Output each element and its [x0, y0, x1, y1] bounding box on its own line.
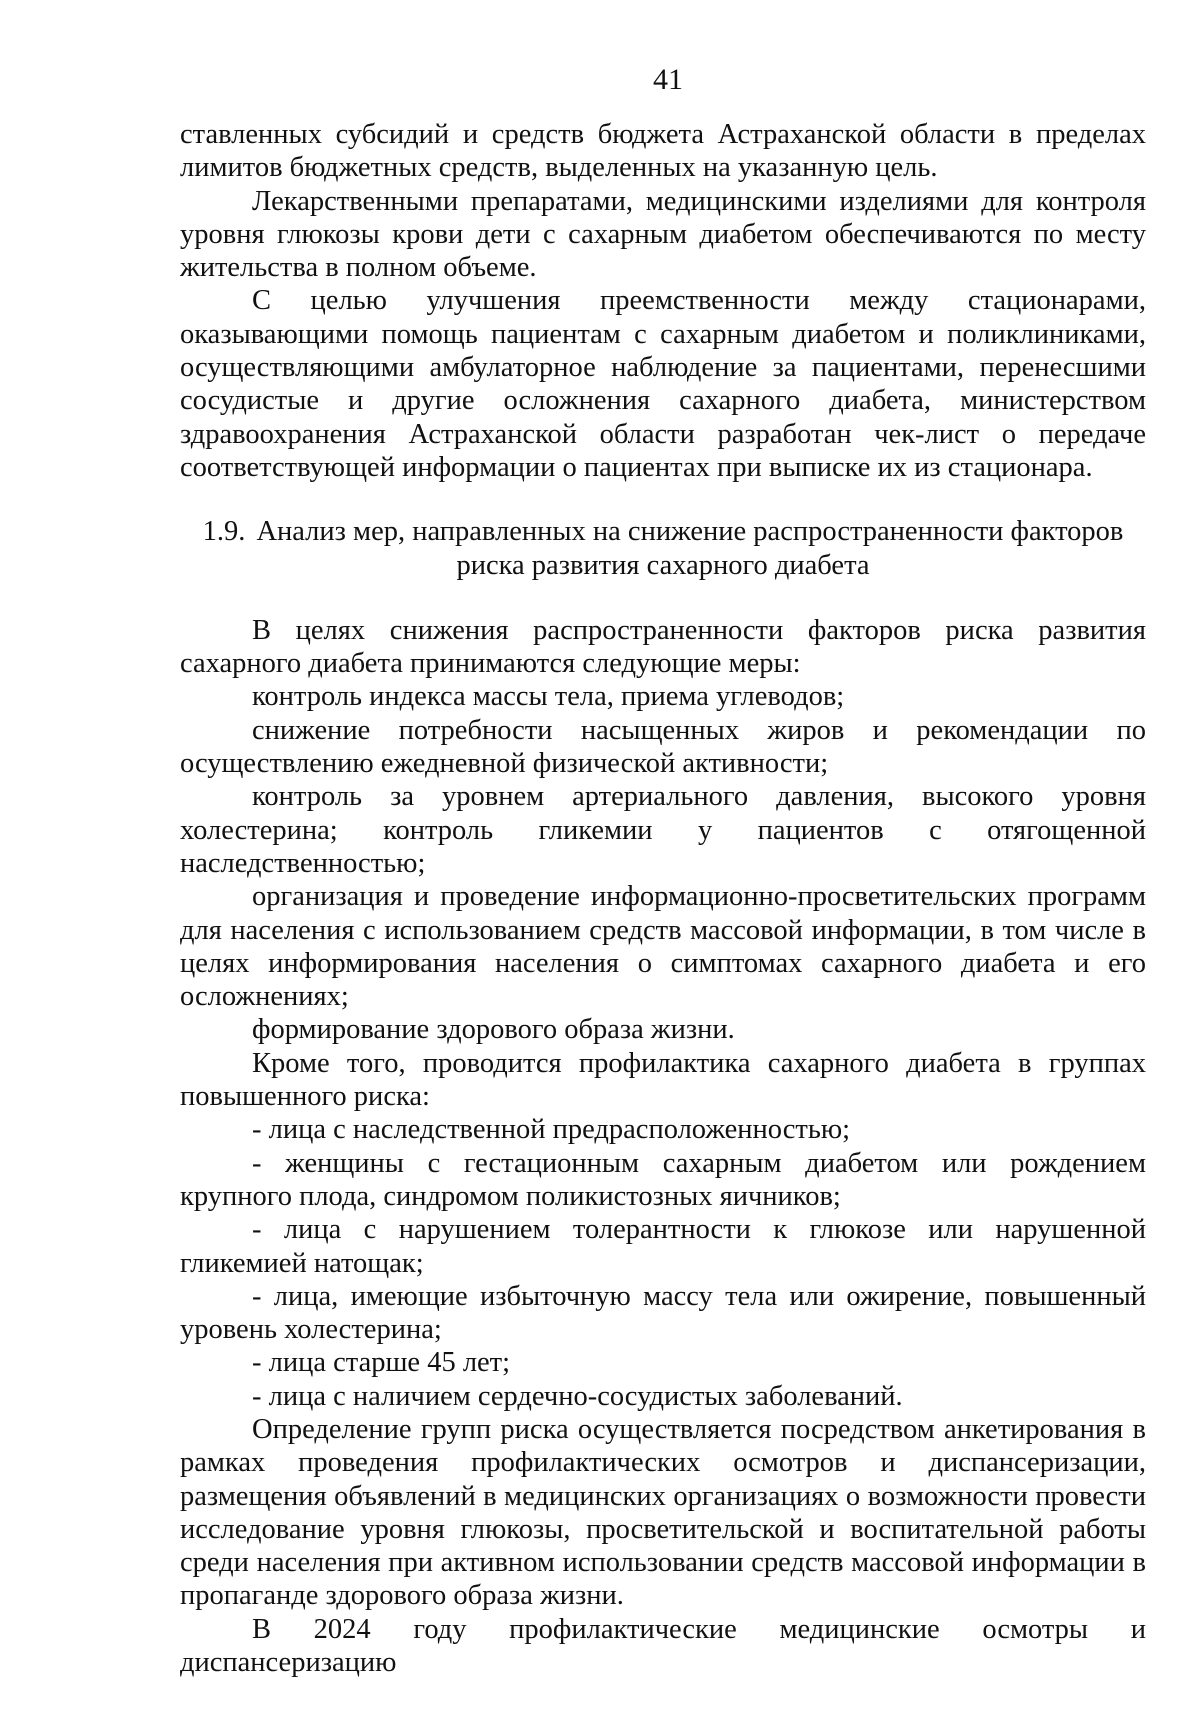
paragraph-2024: В 2024 году профилактические медицинские осмотры и диспансеризацию	[180, 1613, 1146, 1679]
document-body	[180, 118, 1146, 1679]
list-item: контроль за уровнем артериального давления, высокого уровня холестерина; контроль гликемии у пациентов с отягощенной наследственностью;	[180, 781, 1146, 879]
page-number: 41	[653, 63, 683, 96]
section-heading	[180, 515, 1146, 582]
list-item: снижение потребности насыщенных жиров и рекомендации по осуществлению ежедневной физической активности;	[180, 714, 1146, 780]
list-item: - лица с наследственной предрасположенностью;	[252, 1114, 851, 1146]
list-item: - лица, имеющие избыточную массу тела или ожирение, повышенный уровень холестерина;	[180, 1280, 1146, 1346]
list-item: контроль индекса массы тела, приема углеводов;	[252, 681, 845, 713]
list-item: - женщины с гестационным сахарным диабетом или рождением крупного плода, синдромом поликистозных яичников;	[180, 1147, 1146, 1212]
list-item: - лица с нарушением толерантности к глюкозе или нарушенной гликемией натощак;	[180, 1214, 1146, 1279]
paragraph-risk-groups-intro: Кроме того, проводится профилактика сахарного диабета в группах повышенного риска:	[180, 1047, 1146, 1113]
paragraph-risk-determination: Определение групп риска осуществляется посредством анкетирования в рамках проведения профилактических осмотров и диспансеризации, размещения объявлений в медицинских организациях о возможности провести исследование уровня глюкозы, просветительской и воспитательной работы среди населения при активном использовании средств массовой информации в пропаганде здорового образа жизни.	[180, 1413, 1146, 1612]
list-item: формирование здорового образа жизни.	[252, 1014, 735, 1046]
list-item: - лица с наличием сердечно-сосудистых заболеваний.	[252, 1380, 903, 1412]
section-number: 1.9.	[202, 516, 246, 548]
list-item: - лица старше 45 лет;	[252, 1347, 511, 1379]
list-item: организация и проведение информационно-просветительских программ для населения с использованием средств массовой информации, в том числе в целях информирования населения о симптомах сахарного диабета и его осложнениях;	[180, 881, 1146, 1013]
paragraph-continued: ставленных субсидий и средств бюджета Астраханской области в пределах лимитов бюджетных средств, выделенных на указанную цель.	[180, 119, 1146, 184]
paragraph-checklist: С целью улучшения преемственности между стационарами, оказывающими помощь пациентам с сахарным диабетом и поликлиниками, осуществляющими амбулаторное наблюдение за пациентами, перенесшими сосудистые и другие осложнения сахарного диабета, министерством здравоохранения Астраханской области разработан чек-лист о передаче соответствующей информации о пациентах при выписке их из стационара.	[180, 285, 1146, 483]
section-title: Анализ мер, направленных на снижение распространенности факторов риска развития сахарного диабета	[256, 516, 1124, 581]
paragraph-medications: Лекарственными препаратами, медицинскими изделиями для контроля уровня глюкозы крови дети с сахарным диабетом обеспечиваются по месту жительства в полном объеме.	[180, 185, 1146, 284]
paragraph-measures-intro: В целях снижения распространенности факторов риска развития сахарного диабета принимаются следующие меры:	[180, 614, 1146, 680]
